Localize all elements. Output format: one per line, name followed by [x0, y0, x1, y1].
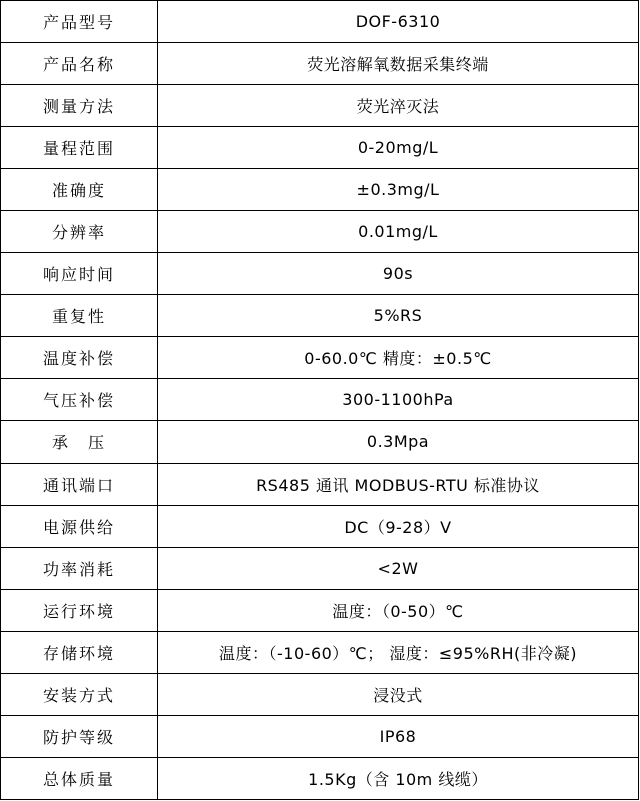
row-label: 运行环境 [1, 589, 158, 631]
row-label: 防护等级 [1, 715, 158, 757]
table-row [1, 295, 639, 337]
row-label: 功率消耗 [1, 547, 158, 589]
row-value: 0-60.0℃ 精度：±0.5℃ [158, 337, 639, 379]
table-row [1, 1, 639, 43]
row-label: 电源供给 [1, 505, 158, 547]
table-row [1, 589, 639, 631]
row-value: 荧光溶解氧数据采集终端 [158, 43, 639, 85]
row-value: 0.3Mpa [158, 421, 639, 463]
table-row [1, 211, 639, 253]
table-row [1, 757, 639, 799]
row-label: 安装方式 [1, 673, 158, 715]
table-row [1, 505, 639, 547]
row-label: 通讯端口 [1, 463, 158, 505]
table-row [1, 127, 639, 169]
table-row [1, 337, 639, 379]
table-row [1, 673, 639, 715]
row-label: 准确度 [1, 169, 158, 211]
row-label: 重复性 [1, 295, 158, 337]
row-label: 承 压 [1, 421, 158, 463]
row-value: 0-20mg/L [158, 127, 639, 169]
row-label: 量程范围 [1, 127, 158, 169]
row-value: IP68 [158, 715, 639, 757]
row-value: <2W [158, 547, 639, 589]
table-row [1, 379, 639, 421]
row-label: 总体质量 [1, 757, 158, 799]
table-row [1, 715, 639, 757]
row-label: 存储环境 [1, 631, 158, 673]
table-row [1, 631, 639, 673]
row-value: 90s [158, 253, 639, 295]
row-value: 浸没式 [158, 673, 639, 715]
row-label: 分辨率 [1, 211, 158, 253]
table-row [1, 253, 639, 295]
row-value: 荧光淬灭法 [158, 85, 639, 127]
table-row [1, 463, 639, 505]
row-label: 测量方法 [1, 85, 158, 127]
row-value: 0.01mg/L [158, 211, 639, 253]
table-row [1, 85, 639, 127]
row-label: 气压补偿 [1, 379, 158, 421]
table-row [1, 169, 639, 211]
table-row [1, 43, 639, 85]
table-row [1, 547, 639, 589]
table-row [1, 421, 639, 463]
row-value: ±0.3mg/L [158, 169, 639, 211]
row-value: 温度：（0-50）℃ [158, 589, 639, 631]
row-value: 1.5Kg（含 10m 线缆） [158, 757, 639, 799]
row-label: 产品型号 [1, 1, 158, 43]
row-label: 温度补偿 [1, 337, 158, 379]
row-value: DC（9-28）V [158, 505, 639, 547]
row-value: 5%RS [158, 295, 639, 337]
row-label: 响应时间 [1, 253, 158, 295]
row-value: 温度：（-10-60）℃； 湿度：≤95%RH(非冷凝) [158, 631, 639, 673]
row-value: DOF-6310 [158, 1, 639, 43]
row-label: 产品名称 [1, 43, 158, 85]
row-value: 300-1100hPa [158, 379, 639, 421]
row-value: RS485 通讯 MODBUS-RTU 标准协议 [158, 463, 639, 505]
